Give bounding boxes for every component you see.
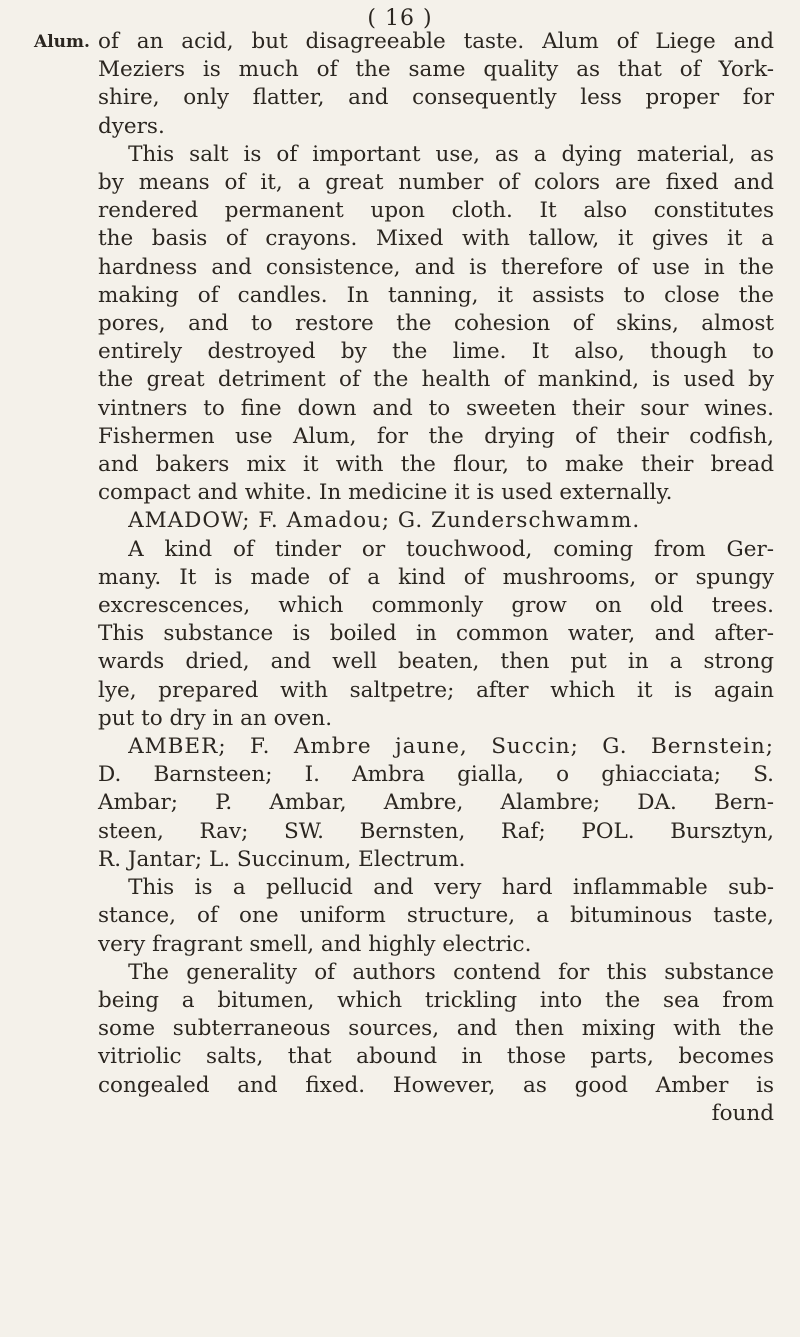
text-line: This salt is of important use, as a dying material, as xyxy=(128,141,774,167)
text-line: the great detriment of the health of mankind, is used by xyxy=(98,367,774,393)
catchword: found xyxy=(711,1100,774,1126)
text-line: some subterraneous sources, and then mixing with the xyxy=(98,1016,774,1042)
entry-heading-amber: AMBER; F. Ambre jaune, Succin; G. Bernstein; xyxy=(128,734,774,760)
text-line: lye, prepared with saltpetre; after which it is again xyxy=(98,677,774,703)
text-line: Ambar; P. Ambar, Ambre, Alambre; DA. Bern- xyxy=(98,790,774,816)
text-line: congealed and fixed. However, as good Amber is xyxy=(98,1072,774,1098)
text-line: steen, Rav; SW. Bernsten, Raf; POL. Bursztyn, xyxy=(98,818,774,844)
text-line: A kind of tinder or touchwood, coming from Ger- xyxy=(128,536,774,562)
text-line: D. Barnsteen; I. Ambra gialla, o ghiacciata; S. xyxy=(98,762,774,788)
text-line: rendered permanent upon cloth. It also constitutes xyxy=(98,198,774,224)
text-line: excrescences, which commonly grow on old trees. xyxy=(98,593,774,619)
text-line: being a bitumen, which trickling into the sea from xyxy=(98,987,774,1013)
margin-note: Alum. xyxy=(34,32,90,52)
text-line: wards dried, and well beaten, then put in a strong xyxy=(98,649,774,675)
text-line: hardness and consistence, and is therefore of use in the xyxy=(98,254,774,280)
text-line: vitriolic salts, that abound in those parts, becomes xyxy=(98,1044,774,1070)
text-line: by means of it, a great number of colors are fixed and xyxy=(98,170,774,196)
text-line: and bakers mix it with the flour, to make their bread xyxy=(98,452,774,478)
text-line: pores, and to restore the cohesion of skins, almost xyxy=(98,311,774,337)
page-number: ( 16 ) xyxy=(367,6,433,31)
text-line: vintners to fine down and to sweeten their sour wines. xyxy=(98,395,774,421)
text-line: stance, of one uniform structure, a bituminous taste, xyxy=(98,903,774,929)
text-line: The generality of authors contend for this substance xyxy=(128,959,774,985)
text-line: dyers. xyxy=(98,113,165,139)
text-line: shire, only flatter, and consequently less proper for xyxy=(98,85,774,111)
entry-heading-amadow: AMADOW; F. Amadou; G. Zunderschwamm. xyxy=(128,508,641,534)
text-line: This is a pellucid and very hard inflammable sub- xyxy=(128,875,774,901)
text-line: compact and white. In medicine it is used externally. xyxy=(98,480,673,506)
text-line: of an acid, but disagreeable taste. Alum of Liege and xyxy=(98,29,774,54)
text-line: This substance is boiled in common water, and after- xyxy=(98,621,774,647)
text-line: Meziers is much of the same quality as that of York- xyxy=(98,57,774,83)
text-line: put to dry in an oven. xyxy=(98,705,333,731)
text-line: very fragrant smell, and highly electric. xyxy=(98,931,532,957)
text-line: entirely destroyed by the lime. It also, though to xyxy=(98,339,774,365)
text-line: making of candles. In tanning, it assists to close the xyxy=(98,282,774,308)
text-line: R. Jantar; L. Succinum, Electrum. xyxy=(98,846,466,872)
body-text xyxy=(98,28,774,1128)
text-line: Fishermen use Alum, for the drying of their codfish, xyxy=(98,423,774,449)
text-line: the basis of crayons. Mixed with tallow, it gives it a xyxy=(98,226,774,252)
text-line: many. It is made of a kind of mushrooms, or spungy xyxy=(98,564,774,590)
